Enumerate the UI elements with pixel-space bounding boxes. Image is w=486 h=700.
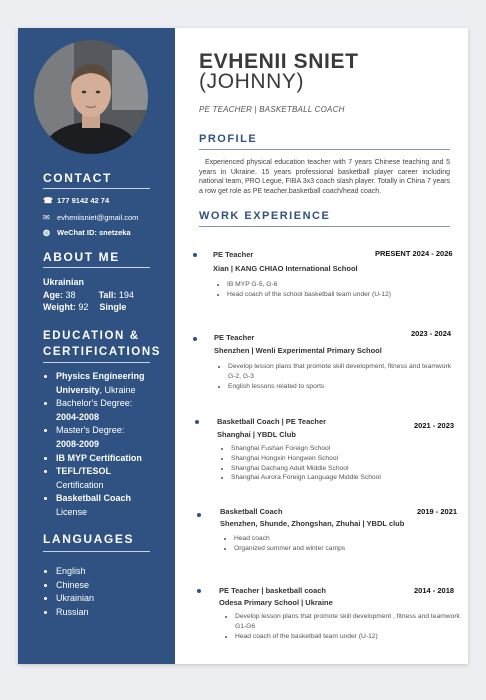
education-heading — [43, 329, 161, 360]
job-duty: • Head coach of the school basketball team under (U-12) — [227, 290, 462, 300]
about-heading: ABOUT ME — [43, 250, 120, 264]
job-duties — [217, 280, 462, 300]
job-duty: • Head coach of the basketball team under (U-12) — [235, 632, 465, 642]
education-item: • Basketball Coach License — [56, 492, 168, 519]
work-heading: WORK EXPERIENCE — [199, 210, 331, 222]
languages-list — [43, 565, 168, 619]
timeline-dot — [193, 253, 197, 257]
phone-text: 177 9142 42 74 — [57, 196, 110, 205]
language-item: • Russian — [56, 606, 168, 620]
job-duty: • Shanghai Fushan Foreign School — [231, 444, 459, 454]
divider — [199, 226, 450, 227]
email-text: evheniisniet@gmail.com — [57, 213, 139, 222]
job-date: 2014 - 2018 — [414, 586, 455, 595]
contact-email — [43, 213, 138, 222]
job-date: 2021 - 2023 — [414, 421, 455, 430]
job-title: Basketball Coach | PE Teacher — [217, 417, 327, 426]
timeline-dot — [193, 337, 197, 341]
divider — [43, 362, 150, 363]
job-org: Shanghai | YBDL Club — [217, 430, 296, 439]
job-duties — [224, 534, 459, 554]
education-item: • IB MYP Certification — [56, 452, 168, 466]
about-details — [43, 276, 134, 314]
job-duty: • IB MYP G-5, G-6 — [227, 280, 462, 290]
job-title: PE Teacher — [213, 250, 254, 259]
job-date: 2023 - 2024 — [411, 329, 452, 338]
timeline-dot — [195, 420, 199, 424]
profile-text: Experienced physical education teacher with 7 years Chinese teaching and 5 years in Ukraine. 15 years professional basketball player career including national team, PRO Legue, FIBA 3x3 coach slash player. Totally in China 7 years a row get role as PE teacher,basketball coach/head coach. — [199, 159, 450, 195]
language-item: • Chinese — [56, 579, 168, 593]
job-duty: • Shanghai Aurora Foreign Language Middle School — [231, 473, 459, 483]
sidebar — [18, 28, 175, 664]
job-title: Basketball Coach — [220, 507, 283, 516]
job-duty: • English lessons related to sports — [228, 382, 458, 392]
person-nickname: (JOHNNY) — [199, 70, 305, 93]
wechat-text: WeChat ID: snetzeka — [57, 228, 131, 237]
job-org: Odesa Primary School | Ukraine — [219, 598, 333, 607]
job-org: Xian | KANG CHIAO International School — [213, 264, 358, 273]
contact-phone — [43, 196, 109, 205]
contact-heading: CONTACT — [43, 171, 112, 185]
contact-wechat — [43, 228, 131, 237]
resume-page — [18, 28, 468, 664]
divider — [43, 267, 150, 268]
person-role: PE TEACHER | BASKETBALL COACH — [199, 105, 345, 114]
education-list — [43, 370, 168, 520]
job-duty: • Shanghai Dachang Adult Middle School — [231, 464, 459, 474]
language-item: • Ukrainian — [56, 592, 168, 606]
nationality: Ukrainian — [43, 277, 85, 287]
education-item: • Physics Engineering University, Ukraine — [56, 370, 168, 397]
education-heading-line1: EDUCATION & — [43, 330, 140, 342]
education-item: • Master's Degree: 2008-2009 — [56, 424, 168, 451]
divider — [43, 188, 150, 189]
language-item: • English — [56, 565, 168, 579]
divider — [43, 551, 150, 552]
education-item: • TEFL/TESOL Certification — [56, 465, 168, 492]
job-date: PRESENT 2024 - 2026 — [375, 249, 453, 258]
job-duty: • Shanghai Hongxin Hongwen School — [231, 454, 459, 464]
tall-value: 194 — [118, 289, 134, 300]
main-content — [175, 28, 468, 664]
job-duty: • Organized summer and winter camps — [234, 544, 459, 554]
job-date: 2019 - 2021 — [417, 507, 458, 516]
languages-heading: LANGUAGES — [43, 532, 135, 546]
job-duty: • Develop lesson plans that promote skill development , fitness and teamwork G1-G6 — [235, 612, 465, 632]
profile-heading: PROFILE — [199, 133, 258, 145]
tall-label: Tall: — [98, 289, 117, 300]
job-duty: • Head coach — [234, 534, 459, 544]
timeline-dot — [197, 589, 201, 593]
age-label: Age: — [43, 289, 63, 300]
job-org: Shenzhen, Shunde, Zhongshan, Zhuhai | YBDL club — [220, 519, 405, 528]
job-title: PE Teacher — [214, 333, 255, 342]
education-heading-line2: CERTIFICATIONS — [43, 345, 162, 358]
timeline-dot — [197, 513, 201, 517]
job-duties — [225, 612, 465, 641]
job-org: Shenzhen | Wenli Experimental Primary School — [214, 346, 382, 355]
job-duties — [221, 444, 459, 483]
divider — [199, 149, 450, 150]
age-value: 38 — [65, 289, 76, 300]
globe-icon: ◍ — [43, 228, 50, 237]
mail-icon: ✉ — [43, 213, 50, 222]
person-name: EVHENII SNIET — [199, 50, 359, 73]
phone-icon: ☎ — [43, 196, 53, 205]
weight-label: Weight: — [43, 302, 76, 312]
job-duties — [218, 362, 458, 391]
education-item: • Bachelor's Degree: 2004-2008 — [56, 397, 168, 424]
status: Single — [99, 302, 127, 312]
job-title: PE Teacher | basketball coach — [219, 586, 327, 595]
weight-value: 92 — [78, 302, 89, 312]
profile-photo — [34, 40, 148, 154]
job-duty: • Develop lesson plans that promote skill development, fitness and teamwork G-2, G-3 — [228, 362, 458, 382]
